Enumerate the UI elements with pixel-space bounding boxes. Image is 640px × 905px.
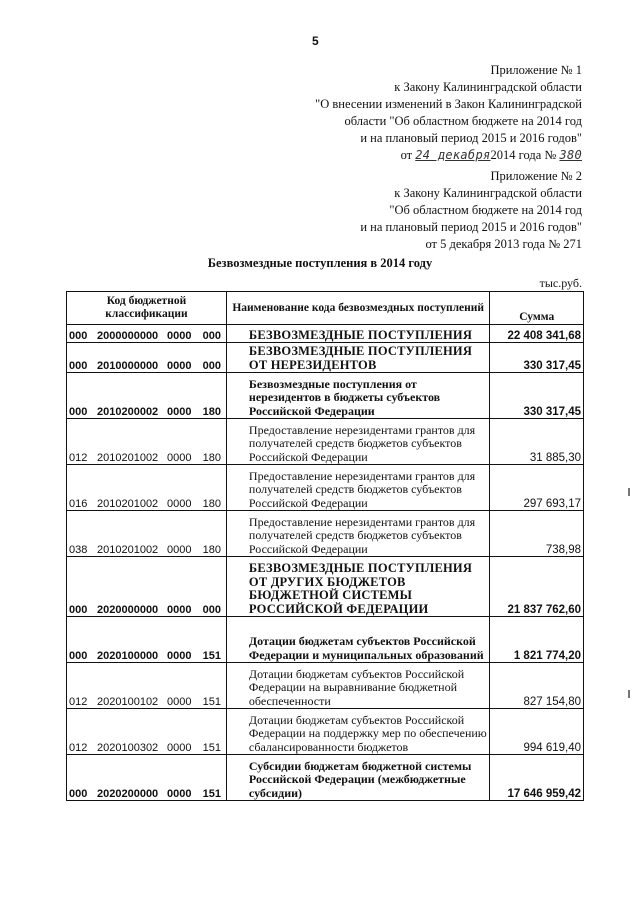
code-part-c1: 000 bbox=[69, 604, 88, 616]
code-part-c1: 012 bbox=[69, 452, 88, 464]
appendix-1-line: и на плановый период 2015 и 2016 годов" bbox=[360, 131, 582, 145]
cell-name bbox=[226, 755, 490, 801]
cell-name bbox=[226, 617, 490, 663]
code-part-c4: 151 bbox=[202, 696, 221, 708]
code-part-c4: 151 bbox=[202, 788, 221, 800]
code-part-c1: 000 bbox=[69, 360, 88, 372]
code-part-c3: 0000 bbox=[167, 406, 192, 418]
code-part-c1: 012 bbox=[69, 696, 88, 708]
code-part-c3: 0000 bbox=[167, 742, 192, 754]
code-part-c2: 2010000000 bbox=[97, 360, 159, 372]
cell-code bbox=[67, 419, 227, 465]
page-number: 5 bbox=[312, 34, 319, 48]
header-name: Наименование кода безвозмездных поступлений bbox=[226, 292, 490, 325]
table-row bbox=[67, 617, 584, 663]
cell-code bbox=[67, 617, 227, 663]
row-name-text: БЕЗВОЗМЕЗДНЫЕ ПОСТУПЛЕНИЯ bbox=[248, 327, 473, 342]
code-part-c1: 000 bbox=[69, 406, 88, 418]
cell-name bbox=[226, 465, 490, 511]
row-name-text: Предоставление нерезидентами грантов для получателей средств бюджетов субъектов Российской Федерации bbox=[248, 514, 476, 556]
cell-sum: 31 885,30 bbox=[490, 419, 584, 465]
table-body bbox=[67, 325, 584, 801]
handwritten-date: 24 декабря bbox=[415, 148, 491, 162]
table-row bbox=[67, 325, 584, 343]
code-part-c3: 0000 bbox=[167, 788, 192, 800]
header-sum: Сумма bbox=[490, 292, 584, 325]
cell-sum: 994 619,40 bbox=[490, 709, 584, 755]
appendix-1-header bbox=[315, 62, 582, 164]
row-name-text: Предоставление нерезидентами грантов для получателей средств бюджетов субъектов Российской Федерации bbox=[248, 422, 476, 464]
row-name-text: Дотации бюджетам субъектов Российской Федерации на выравнивание бюджетной обеспеченности bbox=[248, 666, 465, 708]
cell-code bbox=[67, 709, 227, 755]
cell-code bbox=[67, 465, 227, 511]
code-part-c1: 000 bbox=[69, 330, 88, 342]
appendix-1-line: "О внесении изменений в Закон Калининградской bbox=[315, 97, 582, 111]
code-part-c3: 0000 bbox=[167, 330, 192, 342]
header-code: Код бюджетной классификации bbox=[67, 292, 227, 325]
appendix-2-line: к Закону Калининградской области bbox=[394, 186, 582, 200]
cell-code bbox=[67, 511, 227, 557]
table-row bbox=[67, 373, 584, 419]
code-part-c1: 038 bbox=[69, 544, 88, 556]
row-name-text: БЕЗВОЗМЕЗДНЫЕ ПОСТУПЛЕНИЯ ОТ ДРУГИХ БЮДЖЕТОВ БЮДЖЕТНОЙ СИСТЕМЫ РОССИЙСКОЙ ФЕДЕРАЦИИ bbox=[248, 561, 473, 616]
cell-name bbox=[226, 663, 490, 709]
code-part-c4: 180 bbox=[202, 406, 221, 418]
cell-sum: 21 837 762,60 bbox=[490, 557, 584, 617]
cell-name bbox=[226, 419, 490, 465]
cell-sum: 17 646 959,42 bbox=[490, 755, 584, 801]
row-name-text: Дотации бюджетам субъектов Российской Федерации на поддержку мер по обеспечению сбалансированности бюджетов bbox=[248, 712, 487, 754]
code-part-c2: 2010200002 bbox=[97, 406, 159, 418]
table-row bbox=[67, 343, 584, 373]
code-part-c2: 2010201002 bbox=[97, 498, 159, 510]
cell-name bbox=[226, 557, 490, 617]
code-part-c3: 0000 bbox=[167, 604, 192, 616]
appendix-1-date-line bbox=[315, 147, 582, 164]
code-part-c4: 151 bbox=[202, 742, 221, 754]
code-part-c2: 2010201002 bbox=[97, 452, 159, 464]
code-part-c4: 180 bbox=[202, 452, 221, 464]
table-row bbox=[67, 419, 584, 465]
code-part-c1: 016 bbox=[69, 498, 88, 510]
appendix-2-line: "Об областном бюджете на 2014 год bbox=[389, 203, 582, 217]
code-part-c2: 2000000000 bbox=[97, 330, 159, 342]
handwritten-number: 380 bbox=[559, 148, 582, 162]
code-part-c4: 180 bbox=[202, 544, 221, 556]
code-part-c4: 000 bbox=[202, 604, 221, 616]
cell-code bbox=[67, 557, 227, 617]
code-part-c3: 0000 bbox=[167, 452, 192, 464]
table-row bbox=[67, 511, 584, 557]
code-part-c1: 000 bbox=[69, 650, 88, 662]
code-part-c3: 0000 bbox=[167, 360, 192, 372]
cell-name bbox=[226, 343, 490, 373]
cell-sum: 297 693,17 bbox=[490, 465, 584, 511]
cell-sum: 330 317,45 bbox=[490, 343, 584, 373]
row-name-text: Дотации бюджетам субъектов Российской Федерации и муниципальных образований bbox=[248, 634, 484, 662]
appendix-2-line: Приложение № 2 bbox=[490, 169, 582, 183]
appendix-1-line: к Закону Калининградской области bbox=[394, 80, 582, 94]
row-name-text: БЕЗВОЗМЕЗДНЫЕ ПОСТУПЛЕНИЯ ОТ НЕРЕЗИДЕНТОВ bbox=[248, 344, 473, 372]
row-name-text: Субсидии бюджетам бюджетной системы Российской Федерации (межбюджетные субсидии) bbox=[248, 758, 472, 800]
scan-margin-mark bbox=[628, 488, 630, 496]
date-suffix: 2014 года № bbox=[490, 148, 557, 162]
code-part-c2: 2020100000 bbox=[97, 650, 159, 662]
date-prefix: от bbox=[400, 148, 413, 162]
code-part-c3: 0000 bbox=[167, 544, 192, 556]
cell-name bbox=[226, 511, 490, 557]
code-part-c2: 2020000000 bbox=[97, 604, 159, 616]
appendix-1-line: Приложение № 1 bbox=[490, 63, 582, 77]
cell-sum: 330 317,45 bbox=[490, 373, 584, 419]
appendix-2-line: от 5 декабря 2013 года № 271 bbox=[425, 237, 582, 251]
cell-code bbox=[67, 325, 227, 343]
code-part-c3: 0000 bbox=[167, 696, 192, 708]
code-part-c2: 2020100102 bbox=[97, 696, 159, 708]
code-part-c1: 000 bbox=[69, 788, 88, 800]
appendix-2-header bbox=[360, 168, 582, 253]
appendix-1-line: области "Об областном бюджете на 2014 год bbox=[344, 114, 582, 128]
cell-code bbox=[67, 755, 227, 801]
code-part-c4: 151 bbox=[202, 650, 221, 662]
cell-name bbox=[226, 373, 490, 419]
cell-code bbox=[67, 663, 227, 709]
code-part-c4: 180 bbox=[202, 498, 221, 510]
budget-table bbox=[66, 291, 584, 801]
cell-code bbox=[67, 373, 227, 419]
row-name-text: Безвозмездные поступления от нерезидентов в бюджеты субъектов Российской Федерации bbox=[248, 376, 441, 418]
document-title: Безвозмездные поступления в 2014 году bbox=[207, 256, 433, 270]
code-part-c2: 2020200000 bbox=[97, 788, 159, 800]
code-part-c1: 012 bbox=[69, 742, 88, 754]
table-header-row bbox=[67, 292, 584, 325]
code-part-c4: 000 bbox=[202, 330, 221, 342]
scan-margin-mark bbox=[628, 690, 630, 698]
row-name-text: Предоставление нерезидентами грантов для получателей средств бюджетов субъектов Российской Федерации bbox=[248, 468, 476, 510]
appendix-2-line: и на плановый период 2015 и 2016 годов" bbox=[360, 220, 582, 234]
cell-sum: 738,98 bbox=[490, 511, 584, 557]
cell-name bbox=[226, 709, 490, 755]
table-row bbox=[67, 709, 584, 755]
code-part-c3: 0000 bbox=[167, 498, 192, 510]
units-label: тыс.руб. bbox=[539, 276, 582, 290]
cell-sum: 827 154,80 bbox=[490, 663, 584, 709]
cell-sum: 1 821 774,20 bbox=[490, 617, 584, 663]
code-part-c2: 2020100302 bbox=[97, 742, 159, 754]
table-row bbox=[67, 557, 584, 617]
code-part-c3: 0000 bbox=[167, 650, 192, 662]
table-row bbox=[67, 755, 584, 801]
cell-sum: 22 408 341,68 bbox=[490, 325, 584, 343]
cell-name bbox=[226, 325, 490, 343]
code-part-c2: 2010201002 bbox=[97, 544, 159, 556]
table-row bbox=[67, 663, 584, 709]
code-part-c4: 000 bbox=[202, 360, 221, 372]
cell-code bbox=[67, 343, 227, 373]
table-row bbox=[67, 465, 584, 511]
